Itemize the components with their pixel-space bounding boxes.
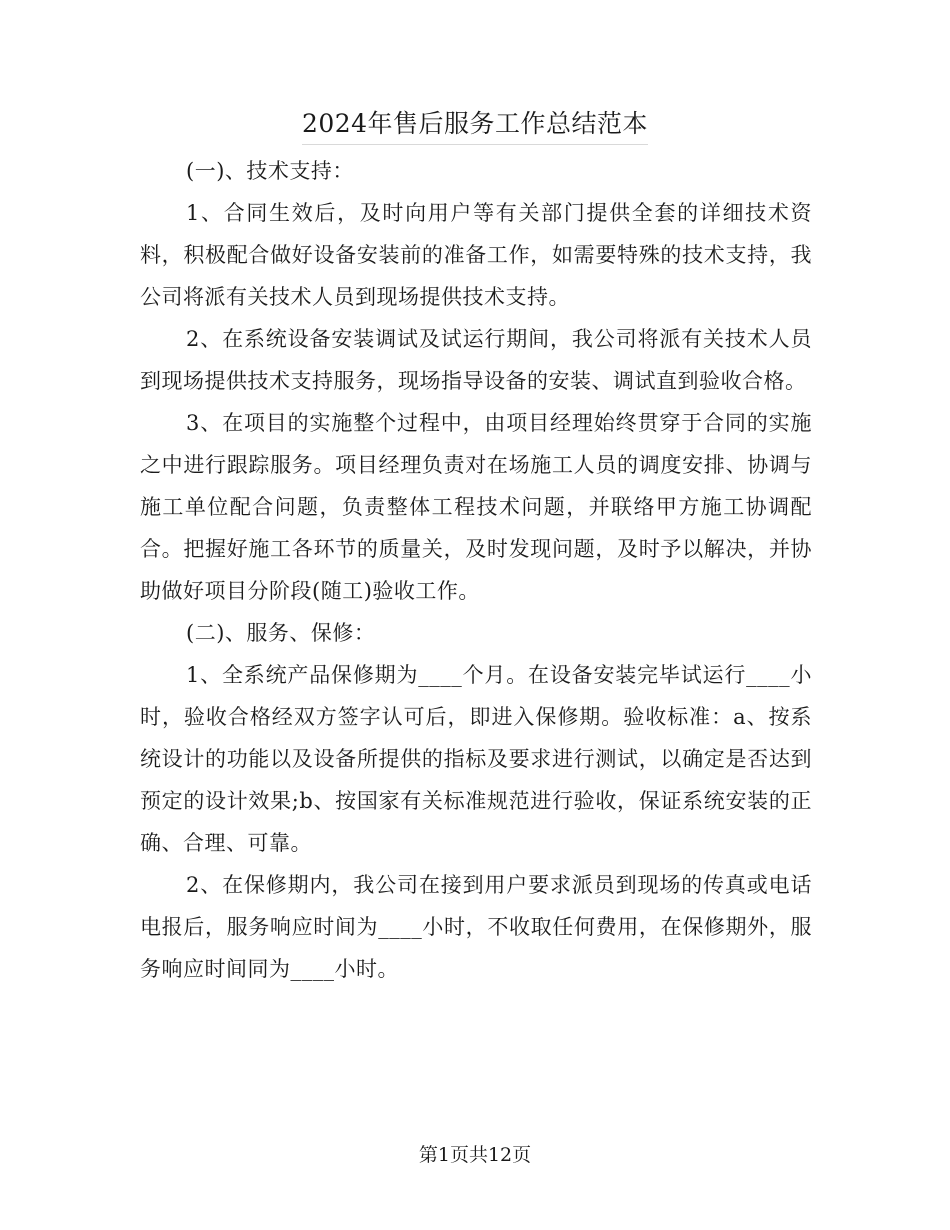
paragraph-warranty-1: 1、全系统产品保修期为____个月。在设备安装完毕试运行____小时，验收合格经双方签字认可后，即进入保修期。验收标准：a、按系统设计的功能以及设备所提供的指标及要求进行测试，以确定是否达到预定的设计效果;b、按国家有关标准规范进行验收，保证系统安装的正确、合理、可靠。 xyxy=(140,663,812,855)
section-heading-service-warranty: (二)、服务、保修： xyxy=(186,621,376,645)
document-body xyxy=(140,150,812,990)
paragraph-tech-3: 3、在项目的实施整个过程中，由项目经理始终贯穿于合同的实施之中进行跟踪服务。项目经理负责对在场施工人员的调度安排、协调与施工单位配合问题，负责整体工程技术问题，并联络甲方施工协调配合。把握好施工各环节的质量关，及时发现问题，及时予以解决，并协助做好项目分阶段(随工)验收工作。 xyxy=(140,411,812,603)
section-heading-tech-support: (一)、技术支持： xyxy=(186,159,354,183)
paragraph-warranty-2: 2、在保修期内，我公司在接到用户要求派员到现场的传真或电话电报后，服务响应时间为____小时，不收取任何费用，在保修期外，服务响应时间同为____小时。 xyxy=(140,873,812,981)
paragraph-tech-2: 2、在系统设备安装调试及试运行期间，我公司将派有关技术人员到现场提供技术支持服务，现场指导设备的安装、调试直到验收合格。 xyxy=(140,327,812,393)
document-title: 2024年售后服务工作总结范本 xyxy=(302,104,648,145)
page-number-footer: 第1页共12页 xyxy=(418,1144,532,1166)
title-container xyxy=(0,104,950,145)
paragraph-tech-1: 1、合同生效后，及时向用户等有关部门提供全套的详细技术资料，积极配合做好设备安装前的准备工作，如需要特殊的技术支持，我公司将派有关技术人员到现场提供技术支持。 xyxy=(140,201,812,309)
